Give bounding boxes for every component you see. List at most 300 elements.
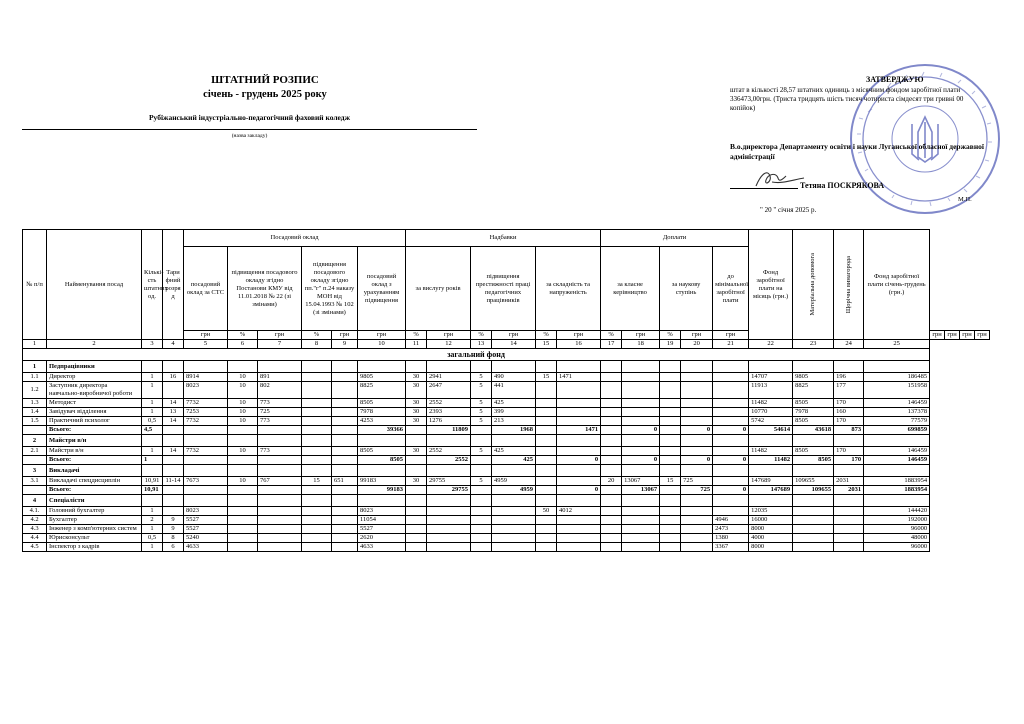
table-cell: 10	[228, 399, 258, 408]
table-cell: 7732	[184, 399, 228, 408]
table-cell	[713, 417, 749, 426]
table-cell	[332, 408, 358, 417]
total-cell	[601, 426, 622, 435]
unit-cell: грн	[974, 331, 989, 340]
empty-cell	[713, 495, 749, 507]
table-cell	[557, 417, 601, 426]
table-cell: 5240	[184, 534, 228, 543]
total-cell: 1968	[492, 426, 536, 435]
table-cell: 725	[681, 477, 713, 486]
section-total-row	[23, 486, 990, 495]
section-name: Педпрацівники	[47, 361, 142, 373]
table-cell: Бухгалтер	[47, 516, 142, 525]
table-cell	[660, 382, 681, 399]
table-cell	[601, 516, 622, 525]
column-number-cell: 17	[601, 340, 622, 349]
table-cell	[332, 507, 358, 516]
unit-cell: грн	[557, 331, 601, 340]
table-cell	[536, 447, 557, 456]
table-cell: 15	[536, 373, 557, 382]
table-cell: Методист	[47, 399, 142, 408]
table-cell	[406, 543, 427, 552]
empty-cell	[864, 465, 930, 477]
section-total-row	[23, 426, 990, 435]
col-head-prestige: підвищення престижності праці педагогічних працівників	[471, 247, 536, 331]
table-cell	[163, 507, 184, 516]
table-cell: 11482	[749, 447, 793, 456]
table-cell	[536, 516, 557, 525]
total-cell: 1883954	[864, 486, 930, 495]
table-cell: 1	[142, 447, 163, 456]
col-head-bonus-label: Щорічна винагорода	[844, 255, 852, 314]
col-head-complexity: за складність та напруженість	[536, 247, 601, 331]
table-cell	[492, 516, 536, 525]
total-cell: 0	[713, 426, 749, 435]
table-cell: 192000	[864, 516, 930, 525]
table-cell	[660, 534, 681, 543]
total-cell: Всього:	[47, 486, 142, 495]
col-head-minwage: до мінімальної заробітної плати	[713, 247, 749, 331]
empty-cell	[622, 361, 660, 373]
total-cell	[536, 426, 557, 435]
empty-cell	[749, 465, 793, 477]
table-cell	[834, 534, 864, 543]
empty-cell	[601, 495, 622, 507]
total-cell: 425	[492, 456, 536, 465]
empty-cell	[834, 435, 864, 447]
empty-cell	[142, 465, 163, 477]
table-cell: 15	[302, 477, 332, 486]
empty-cell	[492, 361, 536, 373]
table-cell	[471, 534, 492, 543]
table-cell: 186485	[864, 373, 930, 382]
total-cell: 4,5	[142, 426, 163, 435]
table-cell: 7673	[184, 477, 228, 486]
total-cell	[660, 456, 681, 465]
table-cell	[228, 534, 258, 543]
institution-caption: (назва закладу)	[231, 133, 268, 139]
table-cell	[427, 507, 471, 516]
table-cell	[660, 525, 681, 534]
total-cell	[660, 426, 681, 435]
table-cell	[713, 408, 749, 417]
total-cell	[601, 456, 622, 465]
total-cell	[406, 426, 427, 435]
table-cell: 891	[258, 373, 302, 382]
empty-cell	[681, 465, 713, 477]
empty-cell	[681, 361, 713, 373]
table-cell: 2031	[834, 477, 864, 486]
table-cell: 1	[142, 543, 163, 552]
table-cell	[834, 516, 864, 525]
unit-cell: грн	[427, 331, 471, 340]
table-cell	[536, 399, 557, 408]
total-cell	[406, 486, 427, 495]
table-cell: 2552	[427, 447, 471, 456]
section-header-row	[23, 361, 990, 373]
table-cell: 8825	[793, 382, 834, 399]
total-cell: 2031	[834, 486, 864, 495]
total-cell	[302, 486, 332, 495]
table-cell: 4000	[749, 534, 793, 543]
table-cell: 7253	[184, 408, 228, 417]
empty-cell	[302, 361, 332, 373]
empty-cell	[302, 435, 332, 447]
table-cell: 8825	[358, 382, 406, 399]
section-number: 2	[23, 435, 47, 447]
total-cell: Всього:	[47, 426, 142, 435]
table-cell: 8505	[358, 447, 406, 456]
empty-cell	[427, 495, 471, 507]
doc-period: січень - грудень 2025 року	[203, 89, 327, 100]
unit-cell: грн	[184, 331, 228, 340]
total-cell: 0	[681, 426, 713, 435]
table-cell: 5527	[184, 516, 228, 525]
empty-cell	[358, 495, 406, 507]
table-cell: 30	[406, 417, 427, 426]
table-cell	[557, 447, 601, 456]
table-cell: 109655	[793, 477, 834, 486]
table-cell	[681, 373, 713, 382]
section-header-row	[23, 435, 990, 447]
total-cell: 1471	[557, 426, 601, 435]
table-cell	[660, 543, 681, 552]
table-cell: 10,91	[142, 477, 163, 486]
table-cell: 2552	[427, 399, 471, 408]
table-cell	[622, 525, 660, 534]
total-cell	[302, 456, 332, 465]
table-cell: 1.1	[23, 373, 47, 382]
column-number-cell: 15	[536, 340, 557, 349]
unit-cell: грн	[258, 331, 302, 340]
total-cell	[184, 456, 228, 465]
total-cell: 1	[142, 456, 163, 465]
total-cell	[471, 486, 492, 495]
empty-cell	[163, 435, 184, 447]
table-cell: 11054	[358, 516, 406, 525]
empty-cell	[536, 495, 557, 507]
empty-cell	[834, 465, 864, 477]
table-cell: 5	[471, 382, 492, 399]
approval-name: Тетяна ПОСКРЯКОВА	[800, 181, 885, 190]
table-cell	[332, 525, 358, 534]
unit-cell: грн	[332, 331, 358, 340]
total-cell	[184, 426, 228, 435]
total-cell: 4959	[492, 486, 536, 495]
table-cell	[536, 382, 557, 399]
table-cell	[793, 516, 834, 525]
table-cell: 4946	[713, 516, 749, 525]
empty-cell	[427, 465, 471, 477]
empty-cell	[142, 435, 163, 447]
table-cell	[622, 373, 660, 382]
table-cell	[258, 543, 302, 552]
total-cell	[332, 426, 358, 435]
table-cell: 2473	[713, 525, 749, 534]
table-cell	[406, 534, 427, 543]
total-cell: 8505	[358, 456, 406, 465]
table-cell	[302, 399, 332, 408]
col-head-position: Найменування посад	[47, 230, 142, 340]
table-cell: 4.3	[23, 525, 47, 534]
table-cell	[557, 525, 601, 534]
total-cell	[23, 456, 47, 465]
signature-line	[730, 188, 798, 189]
total-cell: 11482	[749, 456, 793, 465]
table-cell: 0,5	[142, 534, 163, 543]
table-cell: 1	[142, 507, 163, 516]
table-cell	[302, 516, 332, 525]
empty-cell	[681, 495, 713, 507]
table-cell	[660, 507, 681, 516]
empty-cell	[536, 361, 557, 373]
empty-cell	[184, 495, 228, 507]
column-number-cell: 3	[142, 340, 163, 349]
col-head-seniority: за вислугу років	[406, 247, 471, 331]
table-cell	[601, 408, 622, 417]
table-cell: 1276	[427, 417, 471, 426]
total-cell: 0	[622, 426, 660, 435]
table-cell: 2393	[427, 408, 471, 417]
column-number-cell: 11	[406, 340, 427, 349]
empty-cell	[358, 361, 406, 373]
empty-cell	[332, 435, 358, 447]
section-total-row	[23, 456, 990, 465]
table-cell	[302, 417, 332, 426]
table-cell	[163, 382, 184, 399]
total-cell: 0	[622, 456, 660, 465]
table-cell: 10770	[749, 408, 793, 417]
empty-cell	[793, 361, 834, 373]
unit-cell: грн	[681, 331, 713, 340]
empty-cell	[601, 465, 622, 477]
empty-cell	[471, 435, 492, 447]
unit-cell: грн	[960, 331, 975, 340]
table-cell: 2647	[427, 382, 471, 399]
table-cell: Викладачі спецдисциплін	[47, 477, 142, 486]
table-cell	[557, 399, 601, 408]
table-cell: 9805	[358, 373, 406, 382]
table-cell	[681, 382, 713, 399]
unit-cell: %	[660, 331, 681, 340]
total-cell	[471, 426, 492, 435]
column-number-cell: 18	[622, 340, 660, 349]
table-cell	[492, 525, 536, 534]
table-cell	[622, 399, 660, 408]
table-cell	[681, 447, 713, 456]
col-head-aid	[793, 230, 834, 340]
empty-cell	[557, 495, 601, 507]
empty-cell	[258, 495, 302, 507]
column-number-cell: 6	[228, 340, 258, 349]
empty-cell	[142, 361, 163, 373]
table-cell: 30	[406, 399, 427, 408]
table-cell: 146459	[864, 399, 930, 408]
table-cell	[302, 408, 332, 417]
table-cell	[492, 534, 536, 543]
table-cell	[302, 447, 332, 456]
column-number-cell: 10	[358, 340, 406, 349]
table-cell: 170	[834, 417, 864, 426]
table-cell: 4959	[492, 477, 536, 486]
table-cell	[557, 382, 601, 399]
col-head-count: Кількі-сть штатних од.	[142, 230, 163, 340]
table-cell: 146459	[864, 447, 930, 456]
table-cell	[492, 543, 536, 552]
table-cell: 10	[228, 408, 258, 417]
table-cell	[622, 543, 660, 552]
total-cell	[258, 486, 302, 495]
table-cell	[681, 417, 713, 426]
empty-cell	[492, 495, 536, 507]
table-cell	[536, 525, 557, 534]
total-cell	[163, 486, 184, 495]
table-cell: 11913	[749, 382, 793, 399]
table-cell	[601, 534, 622, 543]
table-cell	[406, 516, 427, 525]
column-number-cell: 4	[163, 340, 184, 349]
table-cell: 767	[258, 477, 302, 486]
total-cell: 0	[713, 456, 749, 465]
col-head-with-inc: посадовий оклад з урахуванням підвищення	[358, 247, 406, 331]
empty-cell	[749, 361, 793, 373]
empty-cell	[492, 465, 536, 477]
total-cell	[228, 426, 258, 435]
table-cell: 6	[163, 543, 184, 552]
empty-cell	[713, 465, 749, 477]
col-head-salary-group: Посадовий оклад	[184, 230, 406, 247]
table-cell	[557, 408, 601, 417]
table-cell	[834, 507, 864, 516]
table-cell	[713, 477, 749, 486]
column-number-cell: 7	[258, 340, 302, 349]
table-cell	[601, 373, 622, 382]
table-cell: 773	[258, 399, 302, 408]
table-cell: 8505	[793, 399, 834, 408]
table-cell: 4633	[184, 543, 228, 552]
table-cell	[681, 507, 713, 516]
total-cell: 99183	[358, 486, 406, 495]
total-cell	[23, 486, 47, 495]
table-cell	[332, 516, 358, 525]
empty-cell	[557, 435, 601, 447]
table-cell: 77579	[864, 417, 930, 426]
empty-cell	[258, 465, 302, 477]
table-cell: 30	[406, 382, 427, 399]
table-cell	[536, 408, 557, 417]
table-cell	[681, 399, 713, 408]
approval-text: штат в кількості 28,57 штатних одиниць з місячним фондом заробітної плати 336473,00грн. (Триста тридцять шість тисяч чотириста сімдесят три гривні 00 копійок)	[730, 86, 964, 112]
col-head-allowances-group: Надбавки	[406, 230, 601, 247]
table-cell: 5742	[749, 417, 793, 426]
table-cell	[228, 507, 258, 516]
table-cell: 1.4	[23, 408, 47, 417]
total-cell: 147689	[749, 486, 793, 495]
table-cell	[660, 447, 681, 456]
total-cell: 0	[557, 486, 601, 495]
total-cell: 39366	[358, 426, 406, 435]
table-cell: 196	[834, 373, 864, 382]
table-cell: 48000	[864, 534, 930, 543]
unit-cell: %	[536, 331, 557, 340]
table-cell: 399	[492, 408, 536, 417]
empty-cell	[258, 435, 302, 447]
total-cell: 873	[834, 426, 864, 435]
table-cell	[793, 525, 834, 534]
table-cell: 5527	[184, 525, 228, 534]
table-cell: 11-14	[163, 477, 184, 486]
unit-cell: грн	[945, 331, 960, 340]
total-cell	[601, 486, 622, 495]
table-cell: 7978	[358, 408, 406, 417]
empty-cell	[660, 465, 681, 477]
table-cell	[681, 516, 713, 525]
table-cell	[601, 525, 622, 534]
table-cell: 8000	[749, 543, 793, 552]
table-cell	[660, 373, 681, 382]
column-number-cell: 21	[713, 340, 749, 349]
table-cell: 5	[471, 417, 492, 426]
unit-cell: %	[601, 331, 622, 340]
table-cell: 8914	[184, 373, 228, 382]
table-cell: 14	[163, 399, 184, 408]
empty-cell	[427, 435, 471, 447]
table-cell: 8023	[184, 507, 228, 516]
table-cell: 725	[258, 408, 302, 417]
empty-cell	[406, 465, 427, 477]
column-number-cell: 5	[184, 340, 228, 349]
empty-cell	[332, 361, 358, 373]
table-cell	[427, 516, 471, 525]
total-cell	[406, 456, 427, 465]
empty-cell	[471, 495, 492, 507]
empty-cell	[258, 361, 302, 373]
empty-cell	[302, 465, 332, 477]
empty-cell	[864, 361, 930, 373]
total-cell: 13067	[622, 486, 660, 495]
empty-cell	[471, 465, 492, 477]
total-cell	[23, 426, 47, 435]
col-head-extra-group: Доплати	[601, 230, 749, 247]
total-cell: 0	[681, 456, 713, 465]
table-cell: 30	[406, 447, 427, 456]
table-cell	[622, 417, 660, 426]
table-cell: 160	[834, 408, 864, 417]
table-cell: 3367	[713, 543, 749, 552]
table-cell: 11482	[749, 399, 793, 408]
empty-cell	[622, 465, 660, 477]
empty-cell	[660, 435, 681, 447]
empty-cell	[228, 361, 258, 373]
table-cell	[793, 543, 834, 552]
empty-cell	[163, 495, 184, 507]
table-cell	[302, 534, 332, 543]
unit-cell: грн	[358, 331, 406, 340]
table-cell: 5527	[358, 525, 406, 534]
table-cell	[793, 507, 834, 516]
table-cell: 13	[163, 408, 184, 417]
table-cell	[622, 382, 660, 399]
table-cell	[427, 525, 471, 534]
table-cell: Практичний психолог	[47, 417, 142, 426]
table-cell: 802	[258, 382, 302, 399]
table-cell	[713, 382, 749, 399]
table-cell: Директор	[47, 373, 142, 382]
table-cell: 14	[163, 447, 184, 456]
table-cell	[536, 477, 557, 486]
empty-cell	[492, 435, 536, 447]
empty-cell	[622, 495, 660, 507]
